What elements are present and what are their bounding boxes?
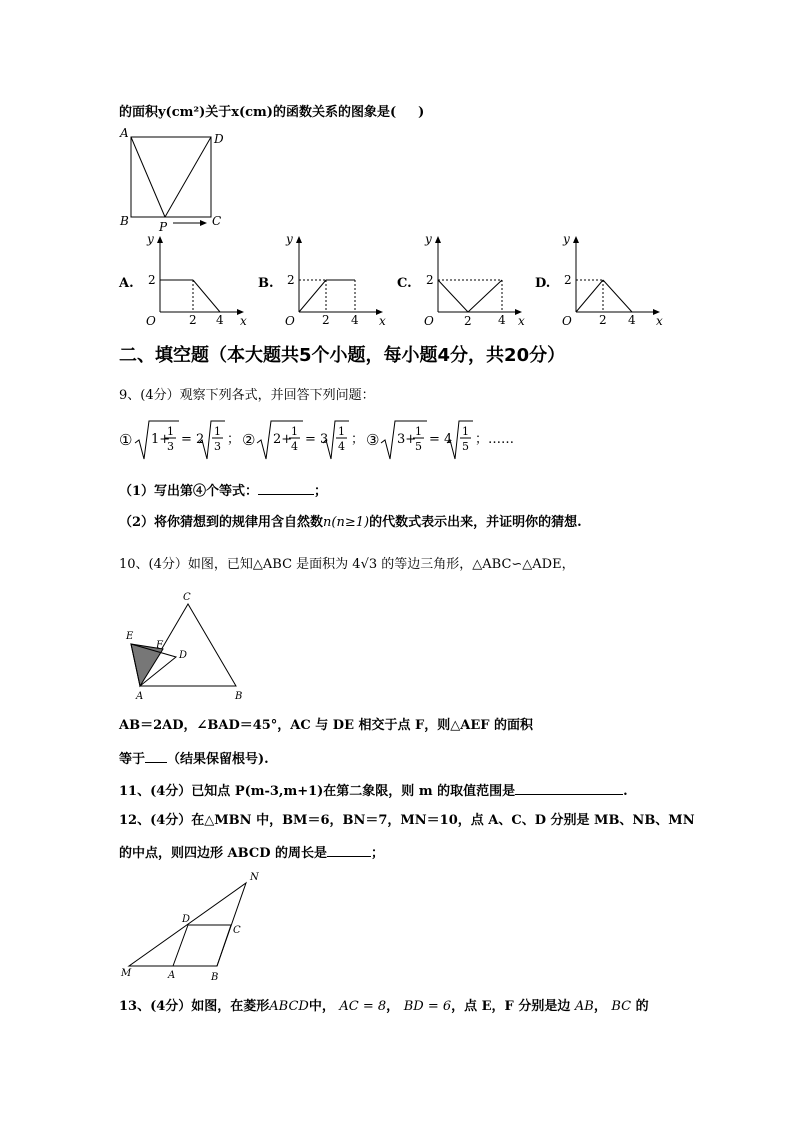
label-D: D xyxy=(179,650,188,661)
q8-square-figure xyxy=(115,125,235,235)
svg-text:1: 1 xyxy=(291,425,298,438)
label-A: A xyxy=(120,126,129,140)
q13-shape: ABCD xyxy=(269,999,309,1014)
label-C: C xyxy=(183,592,191,603)
label-F: F xyxy=(156,640,163,651)
q9-part2 xyxy=(119,516,582,529)
label-C: C xyxy=(212,214,222,228)
q10-line3 xyxy=(119,750,269,766)
label-A: A xyxy=(168,970,176,981)
q11-blank[interactable] xyxy=(515,782,623,795)
q11-end: . xyxy=(623,784,628,799)
x-axis-label: x xyxy=(656,314,663,328)
x-tick: 2 xyxy=(599,313,607,327)
q10-blank[interactable] xyxy=(145,750,167,763)
y-tick: 2 xyxy=(148,273,156,287)
q9-part2-text-a: （2）将你猜想到的规律用含自然数 xyxy=(119,515,324,530)
q10-area: 4√3 xyxy=(352,557,378,572)
circled-two: ② xyxy=(242,431,256,449)
q9-part2-text-b: 的代数式表示出来，并证明你的猜想. xyxy=(369,515,582,530)
x-tick: 4 xyxy=(351,313,359,327)
x-axis-label: x xyxy=(379,314,386,328)
q9-part1-end: ； xyxy=(314,484,328,499)
x-tick: 4 xyxy=(216,313,224,327)
label-A: A xyxy=(136,691,144,702)
q13-comma2: ， xyxy=(593,999,607,1014)
label-C: C xyxy=(233,925,241,936)
option-d-label[interactable]: D. xyxy=(535,276,551,291)
svg-text:3: 3 xyxy=(214,440,221,453)
x-tick: 4 xyxy=(628,313,636,327)
q9-formulas xyxy=(115,415,535,465)
q13-ab: AB xyxy=(574,999,594,1014)
q12-triangle-figure xyxy=(115,868,275,988)
option-c-label[interactable]: C. xyxy=(397,276,412,291)
svg-text:= 2: = 2 xyxy=(181,432,205,447)
label-P: P xyxy=(159,220,168,234)
svg-text:；: ； xyxy=(351,432,365,447)
q9-part2-var: n(n≥1) xyxy=(323,515,370,530)
option-d-graph xyxy=(556,230,676,330)
option-b-graph xyxy=(279,230,399,330)
label-M: M xyxy=(121,968,132,979)
svg-text:1+: 1+ xyxy=(151,432,171,447)
q10-line2: AB＝2AD，∠BAD＝45°，AC 与 DE 相交于点 F，则△AEF 的面积 xyxy=(119,718,534,733)
q9-part1-blank[interactable] xyxy=(258,482,314,495)
x-axis-label: x xyxy=(518,314,525,328)
q9-ellipsis: ；…… xyxy=(475,432,515,447)
q10-triangle-figure xyxy=(120,588,260,708)
svg-text:；: ； xyxy=(227,432,241,447)
option-c-graph xyxy=(418,230,538,330)
q10-prefix: 10、(4分）如图，已知△ABC 是面积为 xyxy=(119,557,349,572)
q9-part1 xyxy=(119,482,327,498)
y-tick: 2 xyxy=(287,273,295,287)
label-D: D xyxy=(214,132,224,146)
svg-text:4: 4 xyxy=(338,440,345,453)
label-B: B xyxy=(211,972,219,983)
svg-text:1: 1 xyxy=(338,425,345,438)
y-axis-label: y xyxy=(563,232,570,246)
q13-b: 中， xyxy=(308,999,335,1014)
q12-end: ； xyxy=(371,846,385,861)
origin-label: O xyxy=(146,314,156,328)
q13-bc: BC xyxy=(611,999,632,1014)
svg-text:1: 1 xyxy=(167,425,174,438)
q13-comma: ， xyxy=(386,999,400,1014)
y-axis-label: y xyxy=(425,232,432,246)
q13-bd: BD = 6 xyxy=(403,999,452,1014)
q8-stem xyxy=(119,106,424,119)
svg-text:3+: 3+ xyxy=(397,432,417,447)
svg-text:1: 1 xyxy=(462,425,469,438)
option-a-graph xyxy=(140,230,260,330)
q10-line1 xyxy=(119,558,575,571)
q8-paren-close: ) xyxy=(418,105,425,120)
svg-text:= 3: = 3 xyxy=(305,432,329,447)
label-E: E xyxy=(126,631,134,642)
svg-text:3: 3 xyxy=(167,440,174,453)
x-tick: 2 xyxy=(322,313,330,327)
q11-text: 11、(4分）已知点 P(m-3,m+1)在第二象限，则 m 的取值范围是 xyxy=(119,784,516,799)
circled-one: ① xyxy=(119,431,133,449)
q12-line2-text: 的中点，则四边形 ABCD 的周长是 xyxy=(119,846,327,861)
label-B: B xyxy=(120,214,129,228)
q8-stem-text: 的面积y(cm²)关于x(cm)的函数关系的图象是( xyxy=(119,105,397,120)
svg-text:5: 5 xyxy=(462,440,469,453)
x-tick: 2 xyxy=(464,314,472,328)
svg-text:4: 4 xyxy=(291,440,298,453)
svg-text:1: 1 xyxy=(214,425,221,438)
q13-a: 13、(4分）如图，在菱形 xyxy=(119,999,270,1014)
q12-line1: 12、(4分）在△MBN 中，BM＝6，BN＝7，MN＝10，点 A、C、D 分别是 MB、NB、MN xyxy=(119,813,695,828)
q10-line3-b: （结果保留根号). xyxy=(167,752,269,767)
label-N: N xyxy=(250,872,259,883)
y-axis-label: y xyxy=(147,232,154,246)
q9-prefix: 9、(4分）观察下列各式，并回答下列问题： xyxy=(119,388,375,403)
q13-line xyxy=(119,1000,649,1013)
circled-three: ③ xyxy=(366,431,380,449)
y-tick: 2 xyxy=(564,273,572,287)
section-heading: 二、填空题（本大题共5个小题，每小题4分，共20分） xyxy=(119,345,566,366)
svg-text:5: 5 xyxy=(415,440,422,453)
q11-line xyxy=(119,782,628,798)
svg-text:2+: 2+ xyxy=(273,432,293,447)
y-tick: 2 xyxy=(426,273,434,287)
q12-blank[interactable] xyxy=(327,844,371,857)
x-tick: 2 xyxy=(189,313,197,327)
option-b-label[interactable]: B. xyxy=(258,276,274,291)
q10-line3-a: 等于 xyxy=(119,752,146,767)
option-a-label[interactable]: A. xyxy=(119,276,134,291)
svg-text:1: 1 xyxy=(415,425,422,438)
label-D: D xyxy=(182,914,191,925)
q9-part1-text: （1）写出第④个等式： xyxy=(119,484,259,499)
q13-c: ，点 E，F 分别是边 xyxy=(451,999,571,1014)
q10-mid: 的等边三角形，△ABC∽△ADE， xyxy=(381,557,575,572)
origin-label: O xyxy=(562,314,572,328)
label-B: B xyxy=(235,691,243,702)
x-axis-label: x xyxy=(240,314,247,328)
svg-text:= 4: = 4 xyxy=(429,432,453,447)
q12-line2 xyxy=(119,844,384,860)
y-axis-label: y xyxy=(286,232,293,246)
origin-label: O xyxy=(424,314,434,328)
x-tick: 4 xyxy=(498,313,506,327)
q13-d: 的 xyxy=(635,999,649,1014)
origin-label: O xyxy=(285,314,295,328)
q13-ac: AC = 8 xyxy=(339,999,387,1014)
